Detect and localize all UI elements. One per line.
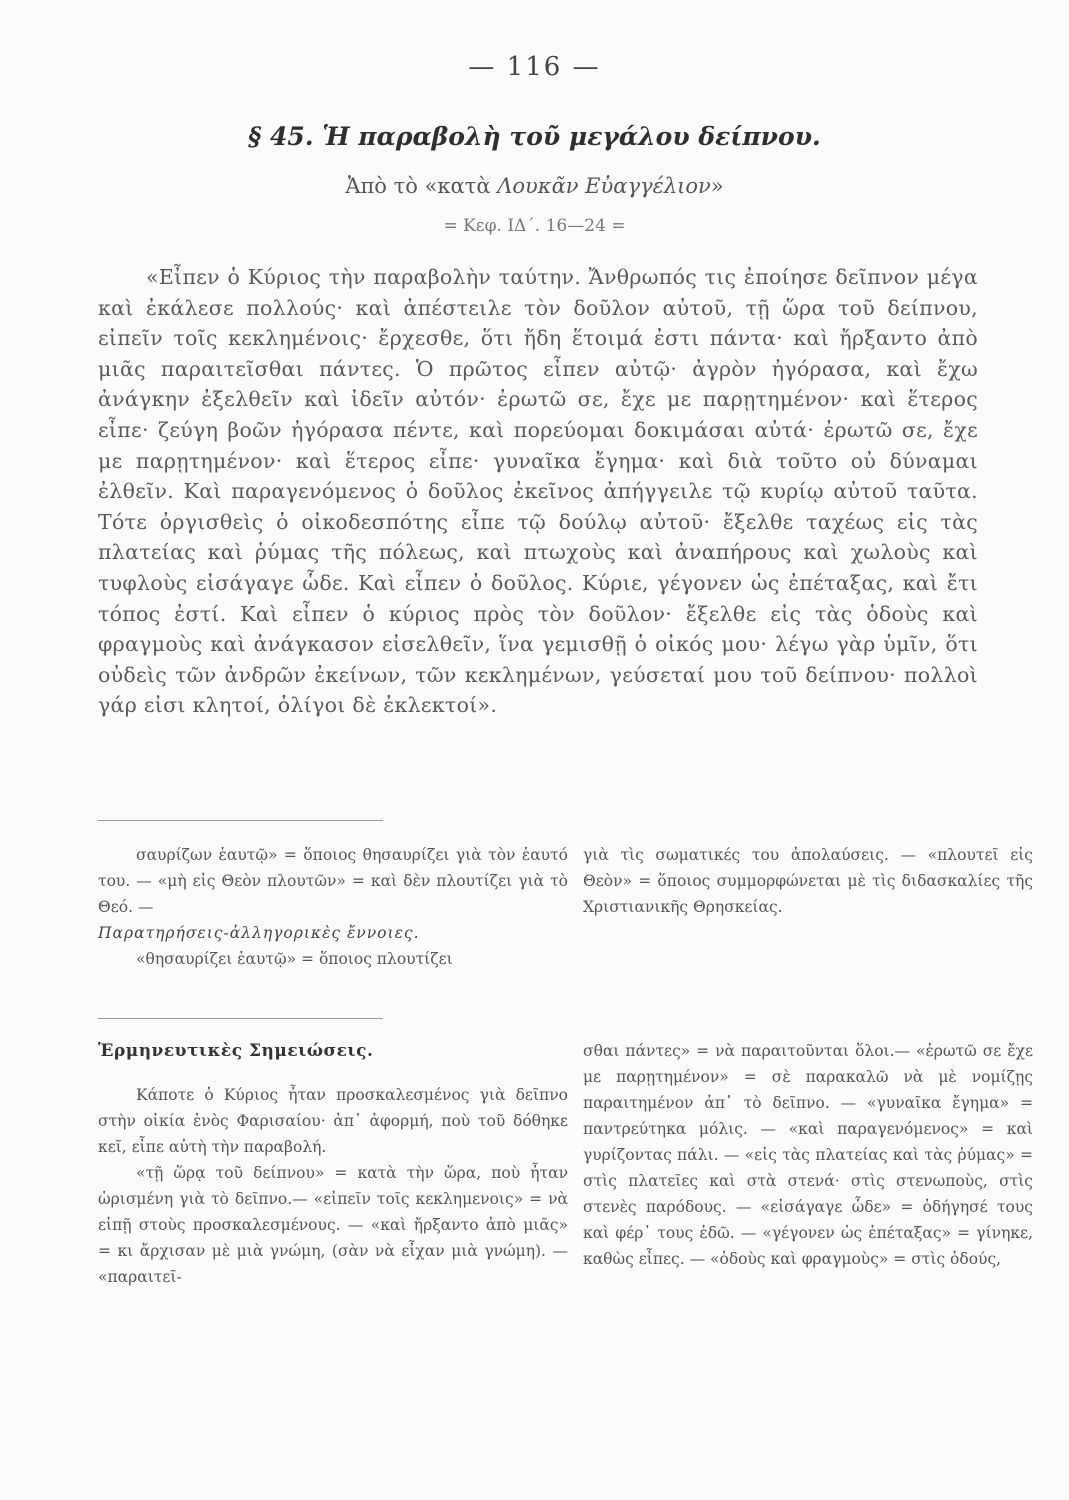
source-gospel: Λουκᾶν Εὐαγγέλιον [497,174,711,198]
notes-paragraph: Κάποτε ὁ Κύριος ἦταν προσκαλεσμένος γιὰ δεῖπνο στὴν οἰκία ἑνὸς Φαρισαίου· ἀπ᾿ ἀφορμή, ποὺ τοῦ δόθηκε κεῖ, εἶπε αὐτὴ τὴν παραβολή. [98,1086,568,1156]
glossary-entry: γιὰ τὶς σωματικές του ἀπολαύσεις. — «πλουτεῖ εἰς Θεὸν» = ὅποιος συμμορφώνεται μὲ τὶς διδασκαλίες τῆς Χριστιανικῆς Θρησκείας. [583,846,1033,916]
parable-paragraph: «Εἶπεν ὁ Κύριος τὴν παραβολὴν ταύτην. Ἄνθρωπός τις ἐποίησε δεῖπνον μέγα καὶ ἐκάλεσε πολλούς· καὶ ἀπέστειλε τὸν δοῦλον αὐτοῦ, τῇ ὥρα τοῦ δείπνου, εἰπεῖν τοῖς κεκλημένοις· ἔρχεσθε, ὅτι ἤδη ἕτοιμά ἐστι πάντα· καὶ ἤρξαντο ἀπὸ μιᾶς παραιτεῖσθαι πάντες. Ὁ πρῶτος εἶπεν αὐτῷ· ἀγρὸν ἠγόρασα, καὶ ἔχω ἀνάγκην ἐξελθεῖν καὶ ἰδεῖν αὐτόν· ἐρωτῶ σε, ἔχε με παρῃτημένον· καὶ ἕτερος εἶπε· ζεύγη βοῶν ἠγόρασα πέντε, καὶ πορεύομαι δοκιμάσαι αὐτά· ἐρωτῶ σε, ἔχε με παρῃτημένον· καὶ ἕτερος εἶπε· γυναῖκα ἔγημα· καὶ διὰ τοῦτο οὐ δύναμαι ἐλθεῖν. Καὶ παραγενόμενος ὁ δοῦλος ἐκεῖνος ἀπήγγειλε τῷ κυρίῳ αὐτοῦ ταῦτα. Τότε ὀργισθεὶς ὁ οἰκοδεσπότης εἶπε τῷ δούλῳ αὐτοῦ· ἔξελθε ταχέως εἰς τὰς πλατείας καὶ ῥύμας τῆς πόλεως, καὶ πτωχοὺς καὶ ἀναπήρους καὶ χωλοὺς καὶ τυφλοὺς εἰσάγαγε ὧδε. Καὶ εἶπεν ὁ δοῦλος. Κύριε, γέγονεν ὡς ἐπέταξας, καὶ ἔτι τόπος ἐστί. Καὶ εἶπεν ὁ κύριος πρὸς τὸν δοῦλον· ἔξελθε εἰς τὰς ὁδοὺς καὶ φραγμοὺς καὶ ἀνάγκασον εἰσελθεῖν, ἵνα γεμισθῇ ὁ οἰκός μου· λέγω γὰρ ὑμῖν, ὅτι οὐδεὶς τῶν ἀνδρῶν ἐκείνων, τῶν κεκλημένων, γεύσεταί μου τοῦ δείπνου· πολλοὶ γάρ εἰσι κλητοί, ὀλίγοι δὲ ἐκλεκτοί». [98,265,978,718]
divider-glossary [98,820,383,821]
page-number: — 116 — [468,52,601,82]
notes-left-column [98,1038,568,1290]
chapter-reference: = Κεφ. ΙΔ΄. 16—24 = [443,216,626,236]
glossary-entry: «θησαυρίζει ἑαυτῷ» = ὅποιος πλουτίζει [136,950,453,968]
notes-paragraph: «τῇ ὥρᾳ τοῦ δείπνου» = κατὰ τὴν ὥρα, ποὺ ἦταν ὡρισμένη γιὰ τὸ δεῖπνο.— «εἰπεῖν τοῖς κεκλημενοις» = νὰ εἰπῇ στοὺς προσκαλεσμένους. — «καὶ ἤρξαντο ἀπὸ μιᾶς» = κι ἄρχισαν μὲ μιὰ γνώμη, (σὰν νὰ εἶχαν μιὰ γνώμη). — «παραιτεῖ- [98,1164,568,1286]
divider-notes [98,1018,383,1019]
source-suffix: » [710,174,724,198]
source-line [0,174,1069,198]
source-prefix: Ἀπὸ τὸ «κατὰ [345,174,491,198]
observations-heading: Παρατηρήσεις-ἀλληγορικὲς ἔννοιες. [98,924,420,942]
parable-text [98,262,978,721]
notes-heading: Ἑρμηνευτικὲς Σημειώσεις. [98,1041,374,1061]
glossary-entry: σαυρίζων ἑαυτῷ» = ὅποιος θησαυρίζει γιὰ τὸν ἑαυτό του. — «μὴ εἰς Θεὸν πλουτῶν» = καὶ δὲν πλουτίζει γιὰ τὸ Θεό. — [98,846,568,916]
notes-paragraph: σθαι πάντες» = νὰ παραιτοῦνται ὅλοι.— «ἐρωτῶ σε ἔχε με παρῃτημένον» = σὲ παρακαλῶ νὰ μὲ νομίζῃς παραιτημένον ἀπ᾿ τὸ δεῖπνο. — «γυναῖκα ἔγημα» = παντρεύτηκα μόλις. — «καὶ παραγενόμενος» = καὶ γυρίζοντας πάλι. — «εἰς τὰς πλατείας καὶ τὰς ῥύμας» = στὶς πλατεῖες καὶ στὰ στενά· στὶς στενωποὺς, στὶς στενὲς παρόδους. — «εἰσάγαγε ὧδε» = ὁδήγησέ τους καὶ φέρ᾿ τους ἐδῶ. — «γέγονεν ὡς ἐπέταξας» = γίνηκε, καθὼς εἶπες. — «ὁδοὺς καὶ φραγμοὺς» = στὶς ὁδούς, [583,1042,1033,1268]
glossary-right-column [583,842,1033,920]
glossary-left-column [98,842,568,972]
section-title: § 45. Ἡ παραβολὴ τοῦ μεγάλου δείπνου. [248,122,821,151]
notes-right-column [583,1038,1033,1272]
